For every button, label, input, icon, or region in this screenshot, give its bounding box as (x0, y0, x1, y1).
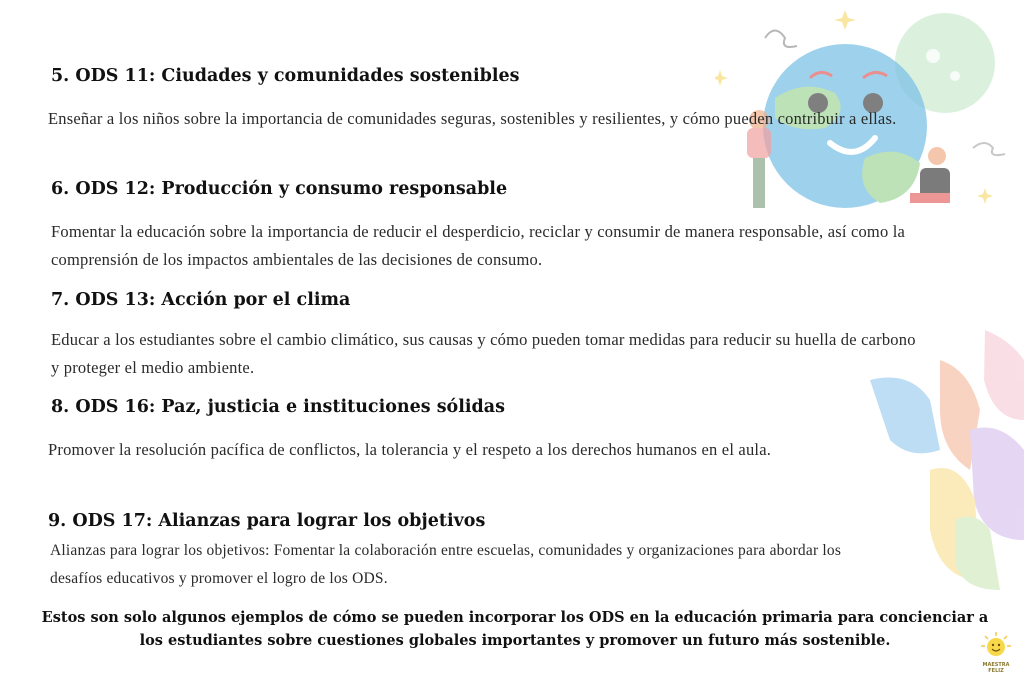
item-title-ods-16: 8. ODS 16: Paz, justicia e instituciones sólidas (51, 397, 505, 417)
brand-name-line1: MAESTRA (982, 662, 1010, 668)
item-body-ods-16: Promover la resolución pacífica de conflictos, la tolerancia y el respeto a los derechos humanos en el aula. (48, 440, 772, 459)
item-body-ods-12: Fomentar la educación sobre la importancia de reducir el desperdicio, reciclar y consumir de manera responsable, así como la comprensión de los impactos ambientales de las decisiones de consumo. (51, 222, 906, 269)
brand-logo (978, 632, 1014, 674)
item-title-ods-12: 6. ODS 12: Producción y consumo responsable (51, 179, 508, 199)
brand-name-line2: FELIZ (988, 668, 1004, 674)
smiling-sun-icon (981, 632, 1011, 658)
item-title-ods-17: 9. ODS 17: Alianzas para lograr los objetivos (48, 511, 486, 531)
item-body-ods-13: Educar a los estudiantes sobre el cambio climático, sus causas y cómo pueden tomar medidas para reducir su huella de carbono y proteger el medio ambiente. (51, 330, 916, 377)
item-title-ods-11: 5. ODS 11: Ciudades y comunidades sostenibles (51, 66, 520, 86)
closing-note: Estos son solo algunos ejemplos de cómo se pueden incorporar los ODS en la educación primaria para concienciar a los estudiantes sobre cuestiones globales importantes y promover un futuro más sostenible. (41, 609, 989, 649)
item-body-ods-17: Alianzas para lograr los objetivos: Fomentar la colaboración entre escuelas, comunidades y organizaciones para abordar los desafíos educativos y promover el logro de los ODS. (50, 542, 842, 587)
item-title-ods-13: 7. ODS 13: Acción por el clima (51, 290, 351, 310)
item-body-ods-11: Enseñar a los niños sobre la importancia de comunidades seguras, sostenibles y resilientes, y cómo pueden contribuir a ellas. (48, 109, 897, 128)
